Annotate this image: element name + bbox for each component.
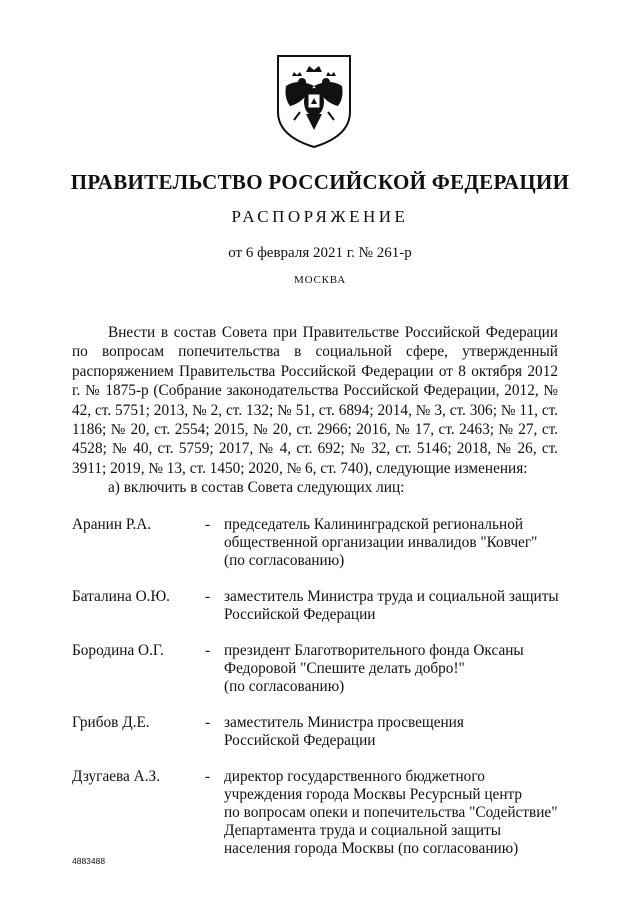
main-paragraph: Внести в состав Совета при Правительстве Российской Федерации по вопросам попечительства в социальной сфере, утвержденный распоряжением Правительства Российской Федерации от 8 октября 2012 г. № 1875-р (Собрание законодательства Российской Федерации, 2012, № 42, ст. 5751; 2013, № 2, ст. 132; № 51, ст. 6894; 2014, № 3, ст. 306; № 11, ст. 1186; № 20, ст. 2554; 2015, № 20, ст. 2966; 2016, № 17, ст. 2463; № 27, ст. 4528; № 40, ст. 5759; 2017, № 4, ст. 692; № 32, ст. 5146; 2018, № 26, ст. 3911; 2019, № 13, ст. 1450; 2020, № 6, ст. 740), следующие изменения: bbox=[72, 324, 558, 477]
item-a: а) включить в состав Совета следующих лиц: bbox=[108, 479, 405, 496]
member-entry bbox=[72, 516, 572, 570]
members-list bbox=[72, 516, 572, 858]
document-city: МОСКВА bbox=[294, 274, 346, 286]
coat-of-arms-icon bbox=[274, 52, 354, 150]
document-date-number: от 6 февраля 2021 г. № 261-р bbox=[228, 245, 412, 261]
government-title: ПРАВИТЕЛЬСТВО РОССИЙСКОЙ ФЕДЕРАЦИИ bbox=[70, 170, 570, 194]
member-entry bbox=[72, 714, 572, 750]
member-name: Дзугаева А.З. bbox=[72, 768, 161, 785]
member-description: заместитель Министра труда и социальной защиты Российской Федерации bbox=[224, 588, 559, 623]
member-dash: - bbox=[205, 714, 211, 731]
member-dash: - bbox=[205, 588, 211, 605]
member-entry bbox=[72, 768, 572, 858]
member-dash: - bbox=[205, 642, 211, 659]
document-type: РАСПОРЯЖЕНИЕ bbox=[231, 207, 409, 226]
member-name: Бородина О.Г. bbox=[72, 642, 164, 659]
member-name: Баталина О.Ю. bbox=[72, 588, 171, 605]
member-description: директор государственного бюджетного учреждения города Москвы Ресурсный центр по вопросам опеки и попечительства "Содействие" Департамента труда и социальной защиты населения города Москвы (по согласованию) bbox=[224, 768, 558, 857]
member-entry bbox=[72, 588, 572, 624]
member-dash: - bbox=[205, 768, 211, 785]
member-description: заместитель Министра просвещения Российской Федерации bbox=[224, 714, 464, 749]
document-id-number: 4883488 bbox=[72, 856, 106, 866]
member-name: Аранин Р.А. bbox=[72, 516, 152, 533]
member-dash: - bbox=[205, 516, 211, 533]
member-description: президент Благотворительного фонда Оксаны Федоровой "Спешите делать добро!" (по согласованию) bbox=[224, 642, 524, 695]
member-name: Грибов Д.Е. bbox=[72, 714, 150, 731]
member-entry bbox=[72, 642, 572, 696]
member-description: председатель Калининградской региональной общественной организации инвалидов "Ковчег" (по согласованию) bbox=[224, 516, 538, 569]
